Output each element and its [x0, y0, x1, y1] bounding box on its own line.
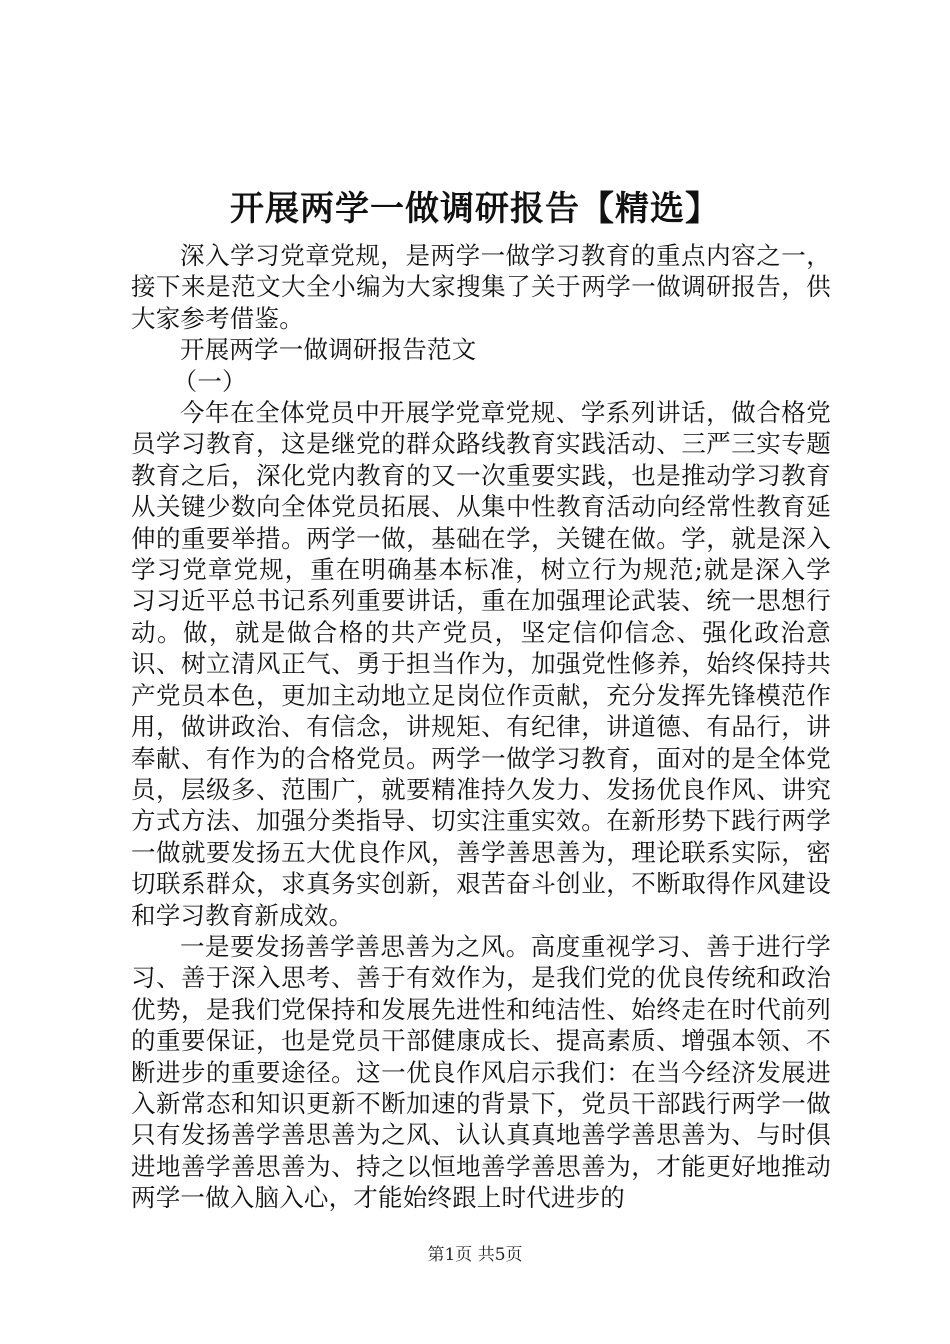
section-number: （一） [172, 366, 247, 396]
intro-paragraph: 深入学习党章党规，是两学一做学习教育的重点内容之一，接下来是范文大全小编为大家搜集了关于两学一做调研报告，供大家参考借鉴。 [131, 241, 831, 333]
body-paragraph: 一是要发扬善学善思善为之风。高度重视学习、善于进行学习、善于深入思考、善于有效作为，是我们党的优良传统和政治优势，是我们党保持和发展先进性和纯洁性、始终走在时代前列的重要保证，也是党员干部健康成长、提高素质、增强本领、不断进步的重要途径。这一优良作风启示我们：在当今经济发展进入新常态和知识更新不断加速的背景下，党员干部践行两学一做只有发扬善学善思善为之风、认认真真地善学善思善为、与时俱进地善学善思善为、持之以恒地善学善思善为，才能更好地推动两学一做入脑入心，才能始终跟上时代进步的 [131, 931, 831, 1213]
document-body [131, 240, 831, 1214]
body-paragraph: 今年在全体党员中开展学党章党规、学系列讲话，做合格党员学习教育，这是继党的群众路线教育实践活动、三严三实专题教育之后，深化党内教育的又一次重要实践，也是推动学习教育从关键少数向全体党员拓展、从集中性教育活动向经常性教育延伸的重要举措。两学一做，基础在学，关键在做。学，就是深入学习党章党规，重在明确基本标准，树立行为规范;就是深入学习习近平总书记系列重要讲话，重在加强理论武装、统一思想行动。做，就是做合格的共产党员，坚定信仰信念、强化政治意识、树立清风正气、勇于担当作为，加强党性修养，始终保持共产党员本色，更加主动地立足岗位作贡献，充分发挥先锋模范作用，做讲政治、有信念，讲规矩、有纪律，讲道德、有品行，讲奉献、有作为的合格党员。两学一做学习教育，面对的是全体党员，层级多、范围广，就要精准持久发力、发扬优良作风、讲究方式方法、加强分类指导、切实注重实效。在新形势下践行两学一做就要发扬五大优良作风，善学善思善为，理论联系实际，密切联系群众，求真务实创新，艰苦奋斗创业，不断取得作风建设和学习教育新成效。 [131, 398, 831, 930]
page-footer: 第1页 共5页 [427, 1245, 523, 1265]
document-title: 开展两学一做调研报告【精选】 [230, 189, 720, 229]
section-heading: 开展两学一做调研报告范文 [180, 335, 477, 365]
